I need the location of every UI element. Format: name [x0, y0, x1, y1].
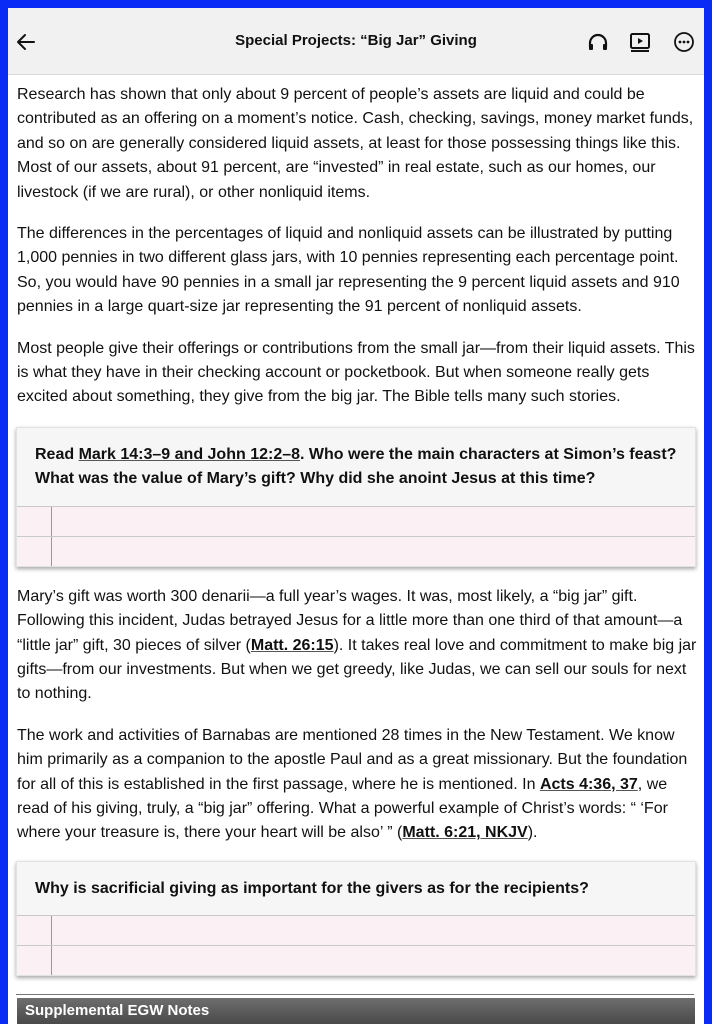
answer-line-1[interactable] — [17, 915, 695, 945]
page-title: Special Projects: “Big Jar” Giving — [235, 32, 477, 49]
lesson-content — [17, 74, 697, 995]
paragraph-text: The work and activities of Barnabas are mentioned 28 times in the New Testament. We know him primarily as a companion to the apostle Paul and as a great missionary. But the foundation for all of this is established in the first passage, where he is mentioned. In — [17, 726, 688, 793]
headphones-icon[interactable] — [586, 30, 610, 54]
margin-rule — [51, 946, 52, 975]
answer-line-1[interactable] — [17, 506, 695, 536]
section-divider — [16, 994, 694, 995]
scripture-link-matt-26-15[interactable]: Matt. 26:15 — [250, 636, 334, 654]
answer-line-2[interactable] — [17, 536, 695, 566]
margin-rule — [51, 537, 52, 566]
answer-line-2[interactable] — [17, 945, 695, 975]
paragraph-liquid-assets: Research has shown that only about 9 percent of people’s assets are liquid and could be contributed as an offering on a moment’s notice. Cash, checking, savings, money market funds, and so on are generally considered liquid assets, at least for those possessing things like this. Most of our assets, about 91 percent, are “invested” in real estate, such as our homes, our livestock (if we are rural), or other nonliquid items. — [17, 86, 694, 201]
question-2-text: Why is sacrificial giving as important for the givers as for the recipients? — [35, 879, 589, 897]
supplemental-notes-bar[interactable]: Supplemental EGW Notes — [17, 998, 695, 1024]
paragraph-barnabas — [17, 724, 697, 846]
paragraph-pennies-jars: The differences in the percentages of liquid and nonliquid assets can be illustrated by putting 1,000 pennies in two different glass jars, with 10 pennies representing each percentage point. So, you would have 90 pennies in a small jar representing the 9 percent liquid assets and 910 pennies in a large quart-size jar representing the 91 percent of nonliquid assets. — [17, 225, 680, 316]
question-box-2 — [16, 861, 696, 976]
paragraph-marys-gift — [17, 585, 697, 707]
more-options-icon[interactable] — [672, 30, 696, 54]
paragraph-text: ). It takes real love and commitment to make big jar gifts—from our investments. But when we get greedy, like Judas, we can sell our souls for next to nothing. — [17, 636, 697, 703]
margin-rule — [51, 916, 52, 945]
question-1-suffix: . Who were the main characters at Simon’s feast? What was the value of Mary’s gift? Why did she anoint Jesus at this time? — [35, 445, 677, 488]
play-video-icon[interactable] — [628, 30, 652, 54]
paragraph-text: Mary’s gift was worth 300 denarii—a full year’s wages. It was, most likely, a “big jar” gift. Following this incident, Judas betrayed Jesus for a little more than one third of that amount—a “little jar” gift, 30 pieces of silver ( — [17, 587, 683, 654]
top-toolbar — [8, 8, 704, 75]
scripture-link-matt-6-21[interactable]: Matt. 6:21, NKJV — [402, 824, 528, 842]
question-1-text — [17, 428, 695, 506]
margin-rule — [51, 507, 52, 536]
question-1-prefix: Read — [35, 445, 79, 463]
question-box-1 — [16, 427, 696, 567]
scripture-link-acts-4-36[interactable]: Acts 4:36, 37 — [539, 775, 638, 793]
app-frame — [8, 8, 704, 1024]
paragraph-text: , we read of his giving, truly, a “big jar” offering. What a powerful example of Christ’s words: “ ‘For where your treasure is, there your heart will be also’ ” ( — [17, 775, 668, 842]
paragraph-text: ). — [527, 824, 538, 842]
paragraph-small-jar: Most people give their offerings or contributions from the small jar—from their liquid assets. This is what they have in their checking account or pocketbook. But when someone really gets excited about something, they give from the big jar. The Bible tells many such stories. — [17, 339, 695, 406]
scripture-link-mark-john[interactable]: Mark 14:3–9 and John 12:2–8 — [78, 445, 301, 463]
